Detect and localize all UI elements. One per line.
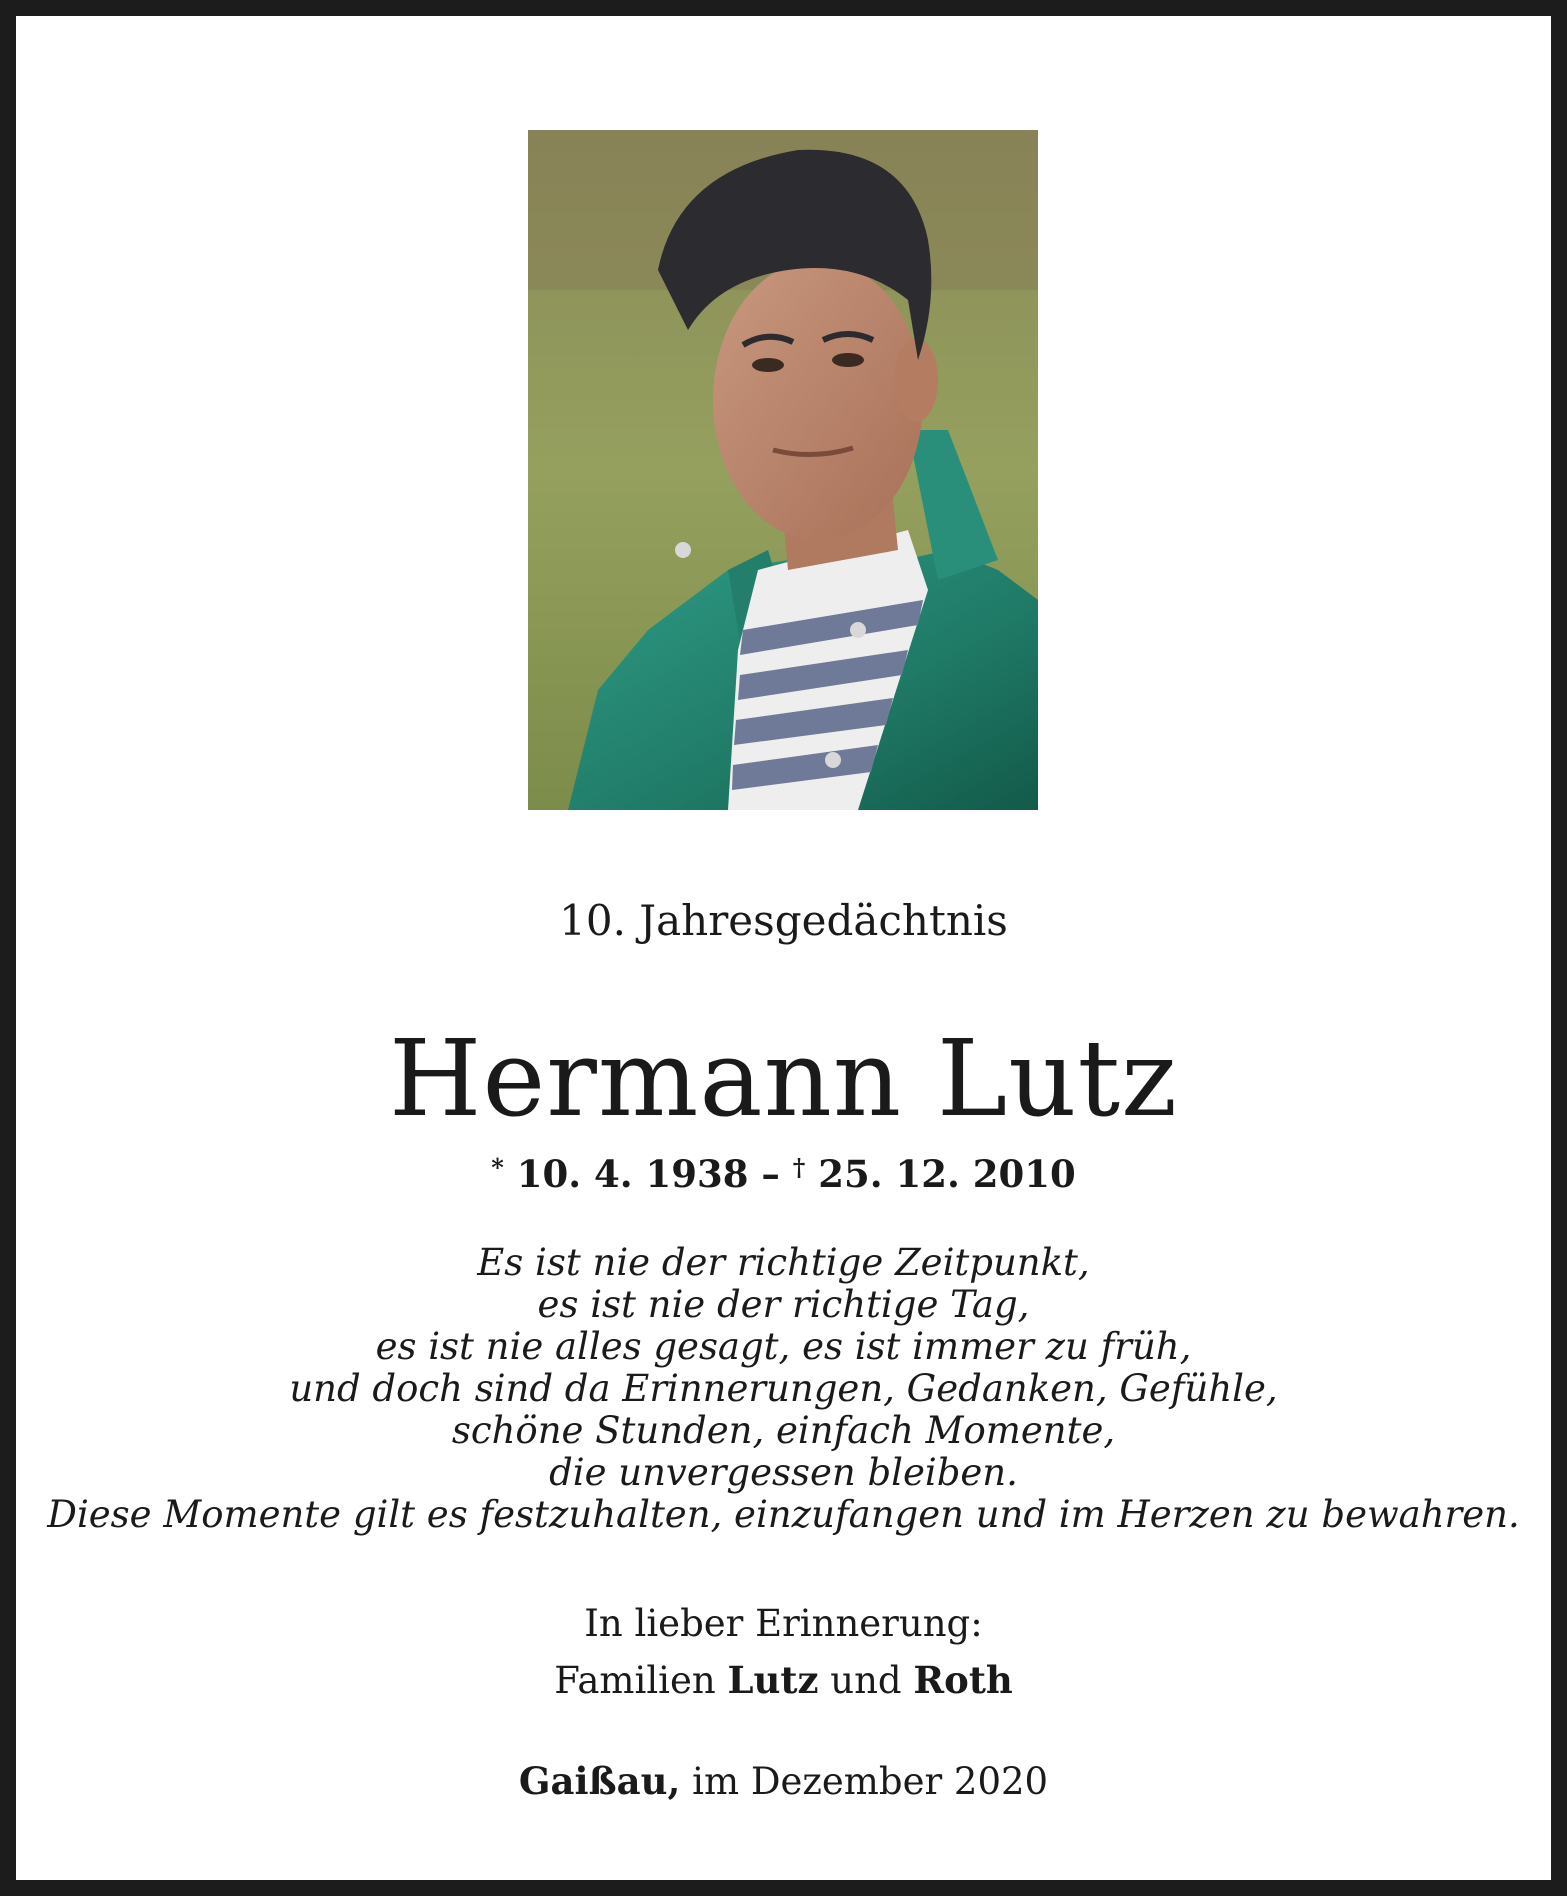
place-date-text: im Dezember 2020 (680, 1760, 1049, 1803)
closing-line: In lieber Erinnerung: (584, 1602, 983, 1645)
portrait-photo (528, 130, 1038, 810)
poem-line: Diese Momente gilt es festzuhalten, einzufangen und im Herzen zu bewahren. (47, 1493, 1520, 1536)
poem-line: und doch sind da Erinnerungen, Gedanken, Gefühle, (289, 1367, 1278, 1410)
poem-line: es ist nie alles gesagt, es ist immer zu früh, (375, 1325, 1192, 1368)
poem-line: schöne Stunden, einfach Momente, (451, 1409, 1116, 1452)
family-name: Roth (913, 1658, 1013, 1702)
poem-line: Es ist nie der richtige Zeitpunkt, (477, 1241, 1090, 1284)
birth-symbol: * (491, 1153, 504, 1182)
poem-line: die unvergessen bleiben. (549, 1451, 1018, 1494)
deceased-name: Hermann Lutz (389, 1017, 1178, 1140)
memorial-poem (16, 1242, 1551, 1536)
families-prefix: Familien (554, 1659, 728, 1702)
closing-block (16, 1596, 1551, 1709)
death-symbol: † (792, 1153, 806, 1182)
families-line (16, 1652, 1551, 1709)
date-separator: – (748, 1152, 793, 1196)
families-join: und (818, 1659, 914, 1702)
family-name: Lutz (727, 1658, 819, 1702)
birth-date: 10. 4. 1938 (516, 1152, 749, 1196)
life-dates (16, 1151, 1551, 1197)
place-date (16, 1758, 1551, 1805)
obituary-card (16, 16, 1551, 1880)
memorial-subtitle: 10. Jahresgedächtnis (559, 896, 1008, 945)
poem-line: es ist nie der richtige Tag, (537, 1283, 1030, 1326)
death-date: 25. 12. 2010 (818, 1152, 1076, 1196)
place-town: Gaißau, (518, 1759, 681, 1803)
